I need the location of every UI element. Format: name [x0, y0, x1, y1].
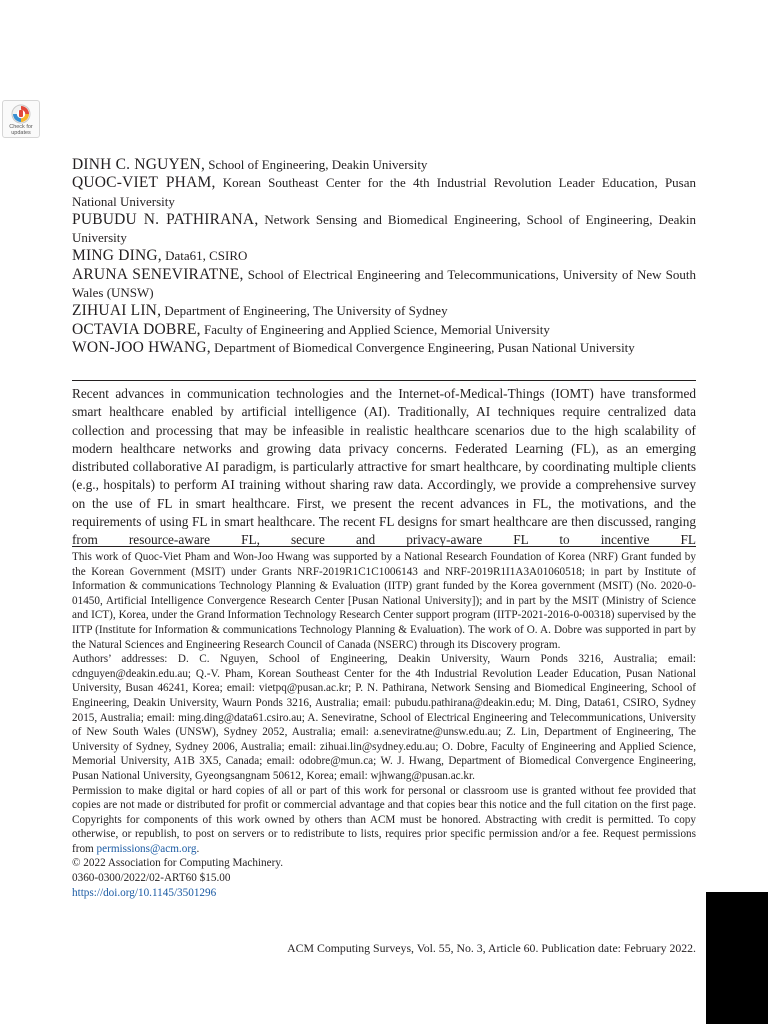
author-affiliation: School of Engineering, Deakin University — [208, 157, 428, 172]
footnotes — [72, 550, 696, 900]
check-for-updates-badge[interactable] — [2, 100, 40, 138]
author-name: PUBUDU N. PATHIRANA, — [72, 210, 259, 228]
author-affiliation: Network Sensing and Biomedical Engineering, School of Engineering, Deakin University — [72, 211, 697, 246]
author-entry — [72, 266, 696, 303]
author-name: WON-JOO HWANG, — [72, 338, 211, 356]
author-name: ZIHUAI LIN, — [72, 302, 162, 320]
author-name: ARUNA SENEVIRATNE, — [72, 265, 244, 283]
permission-end: . — [196, 842, 200, 855]
author-entry — [72, 211, 696, 248]
author-entry — [72, 247, 696, 265]
page-edge-tab — [706, 892, 768, 1024]
journal-info: ACM Computing Surveys, Vol. 55, No. 3, Article 60. Publication date: February 2022. — [287, 941, 696, 955]
abstract: Recent advances in communication technologies and the Internet-of-Medical-Things (IOMT) have transformed smart healthcare enabled by artificial intelligence (AI). Traditionally, AI techniques require centralized data collection and processing that may be infeasible in realistic healthcare scenarios due to the high scalability of modern healthcare networks and growing data privacy concerns. Federated Learning (FL), as an emerging distributed collaborative AI paradigm, is particularly attractive for smart healthcare, by coordinating multiple clients (e.g., hospitals) to perform AI training without sharing raw data. Accordingly, we provide a comprehensive survey on the use of FL in smart healthcare. First, we present the recent advances in FL, the motivations, and the requirements of using FL in smart healthcare. The recent FL designs for smart healthcare are then discussed, ranging from resource-aware FL, secure and privacy-aware FL to incentive FL — [72, 386, 696, 548]
author-affiliation: Faculty of Engineering and Applied Science, Memorial University — [203, 321, 550, 337]
author-entry — [72, 174, 696, 211]
author-affiliation: Department of Biomedical Convergence Engineering, Pusan National University — [214, 339, 635, 355]
author-name: QUOC-VIET PHAM, — [72, 174, 216, 192]
author-affiliation: Data61, CSIRO — [165, 248, 248, 264]
abstract-divider — [72, 380, 696, 381]
issn-line: 0360-0300/2022/02-ART60 $15.00 — [72, 872, 231, 885]
author-entry — [72, 302, 696, 320]
doi-link[interactable]: https://doi.org/10.1145/3501296 — [72, 886, 217, 899]
author-entry — [72, 339, 696, 357]
author-list — [72, 156, 696, 357]
funding-note: This work of Quoc-Viet Pham and Won-Joo Hwang was supported by a National Research Foundation of Korea (NRF) Grant funded by the Korean Government (MSIT) under Grants NRF-2019R1C1C1006143 and NRF-2019R1I1A3A01060518; in part by Institute of Information & communications Technology Planning & Evaluation (IITP) grant funded by the Korea government (MSIT) (No. 2020-0-01450, Artificial Intelligence Convergence Research Center [Pusan National University]); and in part by the MSIT (Ministry of Science and ICT), Korea, under the Grand Information Technology Research Center support program (IITP-2021-2016-0-00318) supervised by the IITP (Institute for Information & communications Technology Planning & Evaluation). The work of O. A. Dobre was supported in part by the Natural Sciences and Engineering Research Council of Canada (NSERC) through its Discovery program. — [72, 551, 696, 651]
author-affiliation: Department of Engineering, The University of Sydney — [164, 303, 448, 319]
author-addresses: Authors’ addresses: D. C. Nguyen, School of Engineering, Deakin University, Waurn Ponds 3216, Australia; email: cdnguyen@deakin.edu.au; Q.-V. Pham, Korean Southeast Center for the 4th Industrial Revolution Leader Education, Pusan National University, Busan 46241, Korea; email: vietpq@pusan.ac.kr; P. N. Pathirana, Network Sensing and Biomedical Engineering, School of Engineering, Deakin University, Waurn Ponds 3216, Australia; email: pubudu.pathirana@deakin.edu; M. Ding, Data61, CSIRO, Sydney 2015, Australia; email: ming.ding@data61.csiro.au; A. Seneviratne, School of Electrical Engineering and Telecommunications, University of New South Wales (UNSW), Sydney 2052, Australia; email: a.seneviratne@unsw.edu.au; Z. Lin, Department of Engineering, The University of Sydney, Sydney 2006, Australia; email: zihuai.lin@sydney.edu.au; O. Dobre, Faculty of Engineering and Applied Science, Memorial University, A1B 3X5, Canada; email: odobre@mun.ca; W. J. Hwang, Department of Biomedical Convergence Engineering, Pusan National University, Gyeongsangnam 50612, Korea; email: wjhwang@pusan.ac.kr. — [72, 653, 696, 782]
author-name: MING DING, — [72, 247, 162, 265]
author-entry — [72, 321, 696, 339]
permission-note — [72, 784, 696, 857]
author-entry — [72, 156, 696, 174]
footnote-divider — [72, 546, 696, 547]
author-affiliation: Korean Southeast Center for the 4th Industrial Revolution Leader Education, Pusan National University — [72, 175, 697, 209]
crossmark-icon — [11, 104, 31, 124]
badge-label: Check for updates — [9, 124, 33, 136]
author-name: OCTAVIA DOBRE, — [72, 320, 201, 338]
author-name: DINH C. NGUYEN, — [72, 156, 206, 173]
permissions-email-link[interactable]: permissions@acm.org — [96, 842, 197, 855]
copyright-line: © 2022 Association for Computing Machinery. — [72, 857, 283, 870]
permission-text: Permission to make digital or hard copies of all or part of this work for personal or classroom use is granted without fee provided that copies are not made or distributed for profit or commercial advantage and that copies bear this notice and the full citation on the first page. Copyrights for components of this work owned by others than ACM must be honored. Abstracting with credit is permitted. To copy otherwise, or republish, to post on servers or to redistribute to lists, requires prior specific permission and/or a fee. Request permissions from — [72, 784, 696, 855]
author-affiliation: School of Electrical Engineering and Telecommunications, University of New South Wales (UNSW) — [72, 266, 696, 301]
